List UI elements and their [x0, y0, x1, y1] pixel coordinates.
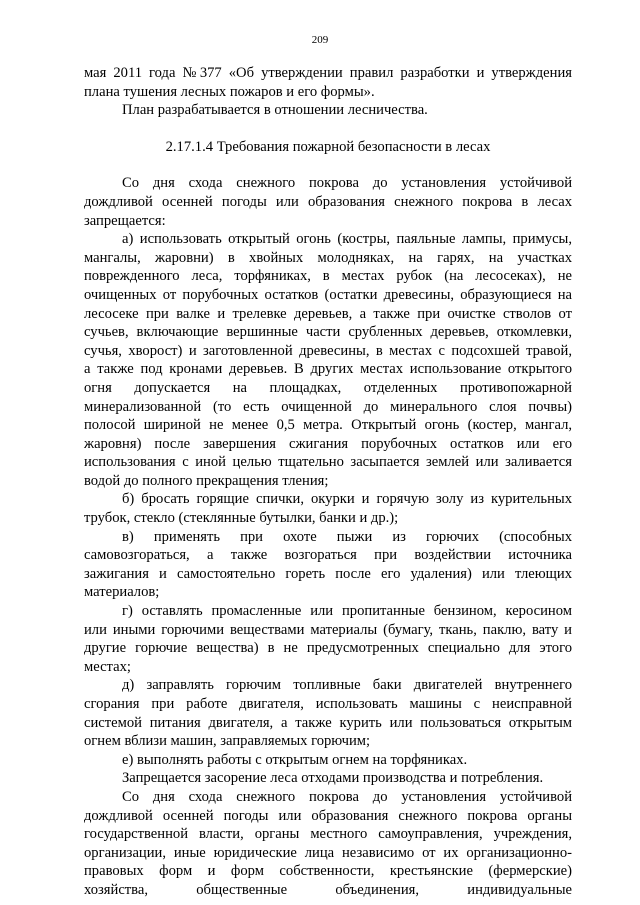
text-line: е) выполнять работы с открытым огнем на торфяниках.: [122, 751, 468, 768]
text-line: огня допускается на площадках, отделенных противопожарной: [84, 379, 572, 396]
text-line: д) заправлять горючим топливные баки двигателей внутреннего: [122, 677, 572, 694]
text-line: правовых форм и форм собственности, крестьянские (фермерские): [84, 863, 572, 880]
text-line: мангалы, жаровни) в хвойных молодняках, на гарях, на участках: [84, 249, 572, 266]
text-line: другие горючие вещества) в не предусмотренных специально для этого: [84, 640, 572, 657]
text-line: Со дня схода снежного покрова до установления устойчивой: [122, 788, 572, 805]
text-line: г) оставлять промасленные или пропитанные бензином, керосином: [122, 603, 572, 620]
text-line: хозяйства, общественные объединения, индивидуальные: [84, 881, 572, 898]
text-line: полосой шириной не менее 0,5 метра. Открытый огонь (костер, мангал,: [84, 417, 572, 434]
text-line: материалов;: [84, 584, 160, 601]
text-line: использования с иной целью тщательно засыпается землей или заливается: [84, 454, 572, 471]
text-line: сгорания при работе двигателя, использовать машины с неисправной: [84, 696, 572, 712]
text-line: в) применять при охоте пыжи из горючих (способных: [122, 528, 572, 545]
text-line: сучья, хворост) и заготовленной древесины, в местах с подсохшей травой,: [84, 342, 572, 359]
text-line: местах;: [84, 658, 131, 675]
text-line: государственной власти, органы местного самоуправления, учреждения,: [84, 826, 572, 843]
text-line: сучьев, включающие вершинные части срубленных деревьев, откомлевки,: [84, 324, 572, 341]
text-line: очищенных от порубочных остатков (остатки древесины, образующиеся на: [84, 286, 572, 303]
text-line: системой питания двигателя, а также курить или пользоваться открытым: [84, 714, 572, 731]
text-line: водой до полного прекращения тления;: [84, 472, 329, 489]
document-body: [84, 64, 572, 900]
text-line: лесосеке при валке и трелевке деревьев, а также при очистке стволов от: [84, 305, 572, 322]
text-line: трубок, стекло (стеклянные бутылки, банки и др.);: [84, 510, 399, 527]
page-number: 209: [311, 34, 329, 46]
text-line: а также под кронами деревьев. В других местах использование открытого: [84, 361, 572, 378]
text-line: Запрещается засорение леса отходами производства и потребления.: [122, 770, 544, 787]
text-line: организации, иные юридические лица независимо от их организационно-: [84, 844, 572, 861]
text-line: запрещается:: [84, 212, 166, 229]
text-line: мая 2011 года №377 «Об утверждении правил разработки и утверждения: [84, 65, 572, 81]
text-line: или иными горючими веществами материалы (бумагу, ткань, паклю, вату и: [84, 621, 572, 638]
text-line: самовозгораться, а также возгораться при воздействии источника: [84, 547, 572, 564]
text-line: зажигания и самостоятельно гореть после его удаления) или тлеющих: [84, 565, 572, 582]
text-line: минерализованной (то есть очищенной до минерального слоя почвы): [84, 398, 572, 415]
section-heading: 2.17.1.4 Требования пожарной безопасности в лесах: [165, 138, 491, 155]
text-line: б) бросать горящие спички, окурки и горячую золу из курительных: [122, 491, 572, 508]
text-line: а) использовать открытый огонь (костры, паяльные лампы, примусы,: [122, 231, 572, 248]
text-line: плана тушения лесных пожаров и его формы».: [84, 83, 375, 100]
text-line: дождливой осенней погоды или образования снежного покрова в лесах: [84, 193, 572, 210]
text-line: дождливой осенней погоды или образования снежного покрова органы: [84, 807, 572, 824]
text-line: огнем вблизи машин, заправляемых горючим;: [84, 733, 371, 750]
text-line: поврежденного леса, торфяниках, в местах рубок (на лесосеках), не: [84, 268, 572, 285]
text-line: План разрабатывается в отношении лесничества.: [122, 102, 428, 119]
text-line: жаровня) после завершения сжигания порубочных остатков или его: [84, 435, 572, 452]
text-line: Со дня схода снежного покрова до установления устойчивой: [122, 175, 572, 192]
